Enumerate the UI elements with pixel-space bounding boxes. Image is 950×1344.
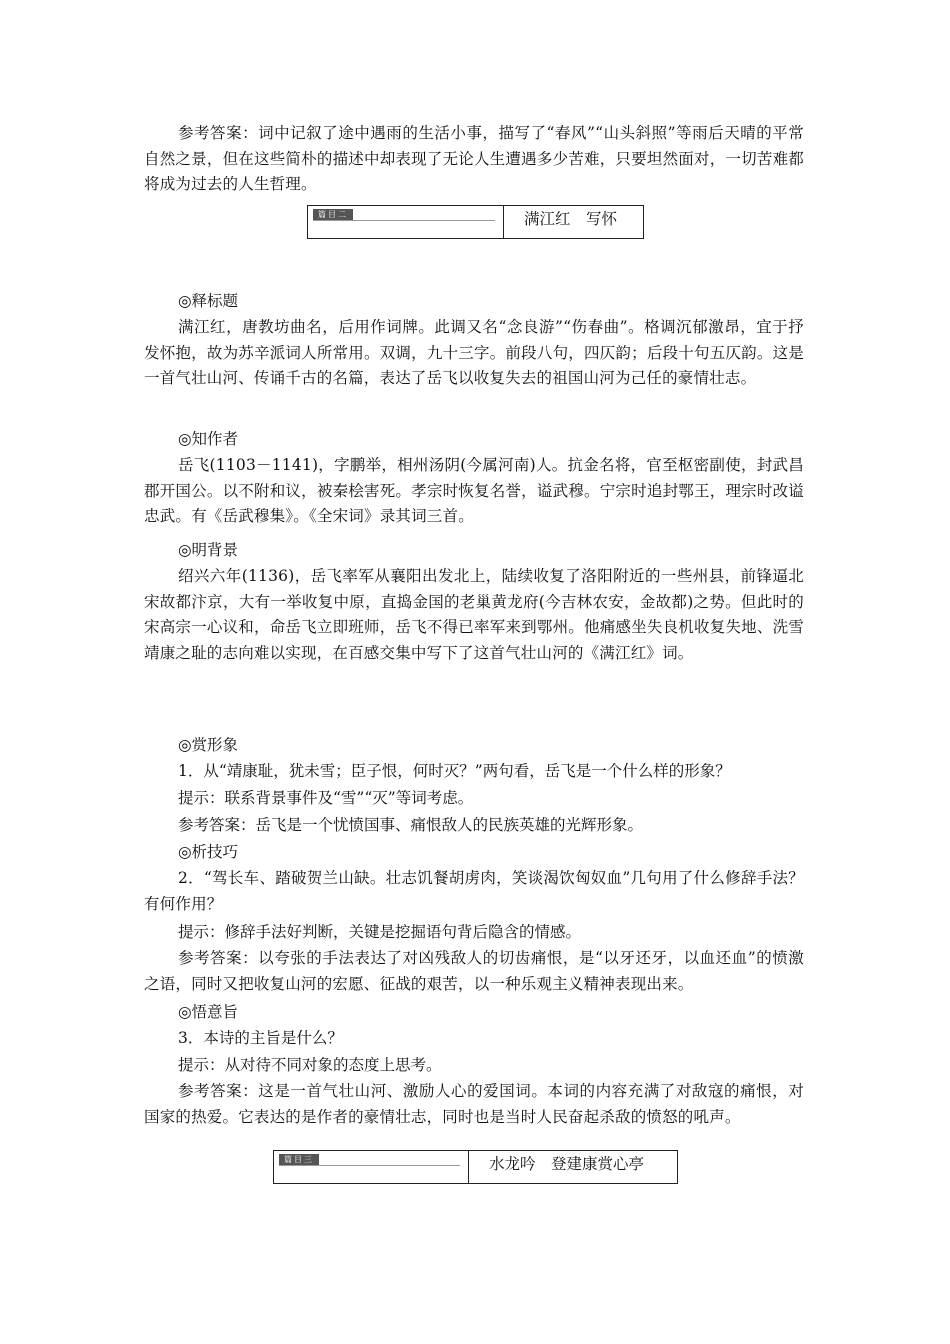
tag-rule-line bbox=[279, 1165, 460, 1166]
section-text-shi-biaoti: 满江红，唐教坊曲名，后用作词牌。此调又名“念良游”“伤春曲”。格调沉郁激昂，宜于抒发怀抱，故为苏辛派词人所常用。双调，九十三字。前段八句，四仄韵；后段十句五仄韵。这是一首气壮山河、传诵千古的名篇，表达了岳飞以收复失去的祖国山河为己任的豪情壮志。 bbox=[144, 318, 804, 387]
section-heading-zhi-zuozhe: ◎知作者 bbox=[178, 430, 239, 448]
answer-paragraph-1: 参考答案：词中记叙了途中遇雨的生活小事，描写了“春风”“山头斜照”等雨后天晴的平常自然之景，但在这些简朴的描述中却表现了无论人生遭遇多少苦难，只要坦然面对，一切苦难都将成为过去的人生哲理。 bbox=[144, 124, 804, 193]
hint-1: 提示：联系背景事件及“雪”“灭”等词考虑。 bbox=[178, 789, 474, 807]
poem-title-box-2 bbox=[307, 205, 644, 239]
question-1: 1．从“靖康耻，犹未雪；臣子恨，何时灭？”两句看，岳飞是一个什么样的形象？ bbox=[178, 762, 731, 780]
answer-1: 参考答案：岳飞是一个忧愤国事、痛恨敌人的民族英雄的光辉形象。 bbox=[178, 816, 644, 834]
poem-tag-label: 篇目三 bbox=[279, 1154, 319, 1165]
tag-rule-line bbox=[313, 220, 495, 221]
poem-title: 水龙吟 登建康赏心亭 bbox=[489, 1155, 645, 1173]
section-text-zhi-zuozhe: 岳飞(1103－1141)，字鹏举，相州汤阴(今属河南)人。抗金名将，官至枢密副使，封武昌郡开国公。以不附和议，被秦桧害死。孝宗时恢复名誉，谥武穆。宁宗时追封鄂王，理宗时改谥忠武。有《岳武穆集》。《全宋词》录其词三首。 bbox=[144, 456, 804, 525]
poem-tag-cell bbox=[308, 206, 504, 238]
question-2: 2．“驾长车、踏破贺兰山缺。壮志饥餐胡虏肉，笑谈渴饮匈奴血”几句用了什么修辞手法？有何作用？ bbox=[144, 869, 804, 913]
poem-title: 满江红 写怀 bbox=[524, 210, 618, 228]
answer-2: 参考答案：以夸张的手法表达了对凶残敌人的切齿痛恨，是“以牙还牙，以血还血”的愤激之语，同时又把收复山河的宏愿、征战的艰苦，以一种乐观主义精神表现出来。 bbox=[144, 949, 804, 993]
poem-title-box-3 bbox=[273, 1150, 678, 1184]
poem-tag-label: 篇目二 bbox=[313, 209, 353, 220]
section-heading-ming-beijing: ◎明背景 bbox=[178, 541, 239, 559]
section-heading-wu-yizhi: ◎悟意旨 bbox=[178, 1003, 239, 1021]
section-heading-shang-xingxiang: ◎赏形象 bbox=[178, 736, 239, 754]
poem-tag-cell bbox=[274, 1151, 469, 1183]
section-text-ming-beijing: 绍兴六年(1136)，岳飞率军从襄阳出发北上，陆续收复了洛阳附近的一些州县，前锋逼北宋故都汴京，大有一举收复中原，直捣金国的老巢黄龙府(今吉林农安，金故都)之势。但此时的宋高宗一心议和，命岳飞立即班师，岳飞不得已率军来到鄂州。他痛感坐失良机收复失地、洗雪靖康之耻的志向难以实现，在百感交集中写下了这首气壮山河的《满江红》词。 bbox=[144, 567, 804, 662]
section-heading-xi-jiqiao: ◎析技巧 bbox=[178, 843, 239, 861]
question-3: 3．本诗的主旨是什么？ bbox=[178, 1029, 343, 1047]
hint-3: 提示：从对待不同对象的态度上思考。 bbox=[178, 1056, 442, 1074]
section-heading-shi-biaoti: ◎释标题 bbox=[178, 292, 239, 310]
hint-2: 提示：修辞手法好判断，关键是挖掘语句背后隐含的情感。 bbox=[178, 923, 582, 941]
answer-3: 参考答案：这是一首气壮山河、激励人心的爱国词。本词的内容充满了对敌寇的痛恨，对国家的热爱。它表达的是作者的豪情壮志，同时也是当时人民奋起杀敌的愤怒的吼声。 bbox=[144, 1082, 804, 1126]
